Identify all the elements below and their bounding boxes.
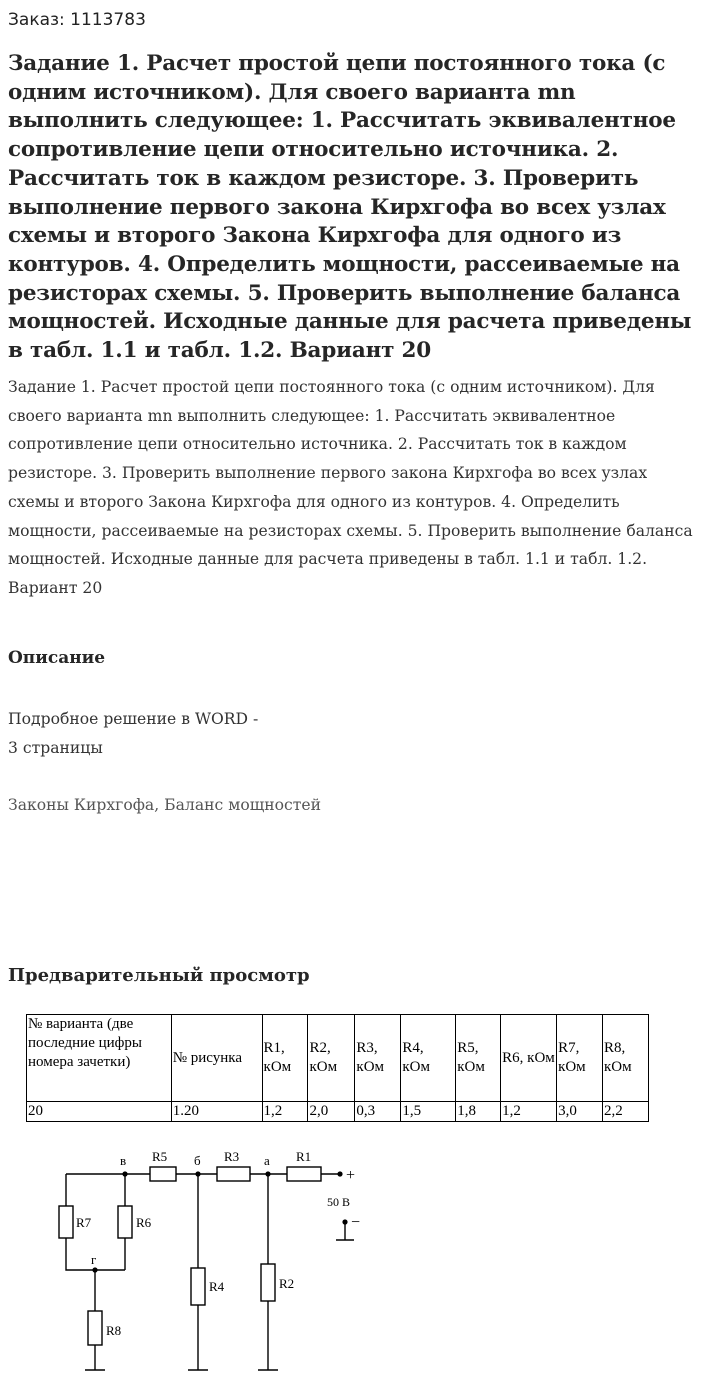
preview-heading: Предварительный просмотр	[8, 965, 310, 986]
circuit-diagram	[40, 1148, 380, 1384]
plus-terminal	[337, 1171, 342, 1176]
node-a-dot	[265, 1171, 270, 1176]
resistor-bodies	[59, 1167, 321, 1345]
table-row	[27, 1102, 649, 1122]
tag-separator: ,	[154, 796, 160, 814]
r2-label: R2	[279, 1276, 295, 1291]
page-title: Задание 1. Расчет простой цепи постоянного тока (с одним источником). Для своего варианта mn выполнить следующее: 1. Рассчитать эквивалентное сопротивление цепи относительно источника. 2. Рассчитать ток в каждом резисторе. 3. Проверить выполнение первого закона Кирхгофа во всех узлах схемы и второго Закона Кирхгофа для одного из контуров. 4. Определить мощности, рассеиваемые на резисторах схемы. 5. Проверить выполнение баланса мощностей. Исходные данные для расчета приведены в табл. 1.1 и табл. 1.2. Вариант 20	[8, 51, 692, 364]
resistor-r7	[59, 1206, 73, 1238]
r6-label: R6	[136, 1215, 152, 1230]
resistor-r1	[287, 1167, 321, 1181]
r5-label: R5	[152, 1149, 168, 1164]
task-description: Задание 1. Расчет простой цепи постоянного тока (с одним источником). Для своего варианта mn выполнить следующее: 1. Рассчитать эквивалентное сопротивление цепи относительно источника. 2. Рассчитать ток в каждом резисторе. 3. Проверить выполнение первого закона Кирхгофа во всех узлах схемы и второго Закона Кирхгофа для одного из контуров. 4. Определить мощности, рассеиваемые на резисторах схемы. 5. Проверить выполнение баланса мощностей. Исходные данные для расчета приведены в табл. 1.1 и табл. 1.2. Вариант 20	[8, 378, 693, 597]
order-number: Заказ: 1113783	[8, 10, 146, 30]
circuit-wires	[66, 1174, 354, 1370]
header-cell: № рисунка	[171, 1015, 262, 1102]
tag-power-balance[interactable]: Баланс мощностей	[164, 796, 321, 814]
header-cell: R5, кОм	[456, 1015, 501, 1102]
node-v-label: в	[120, 1153, 127, 1168]
table-cell: 1,2	[501, 1102, 557, 1122]
header-cell: R6, кОм	[501, 1015, 557, 1102]
header-cell: R3, кОм	[355, 1015, 401, 1102]
node-a-label: а	[264, 1153, 270, 1168]
table-header-row	[27, 1015, 649, 1102]
solution-format: Подробное решение в WORD -	[8, 710, 259, 728]
page-count: 3 страницы	[8, 739, 103, 757]
minus-terminal	[342, 1219, 347, 1224]
table-cell: 2,2	[603, 1102, 649, 1122]
node-b-label: б	[194, 1153, 201, 1168]
tag-list	[8, 796, 321, 814]
r4-label: R4	[209, 1279, 225, 1294]
header-cell: № варианта (две последние цифры номера зачетки)	[27, 1015, 172, 1102]
table-cell: 1,2	[262, 1102, 308, 1122]
table-cell: 1,8	[456, 1102, 501, 1122]
header-cell: R1, кОм	[262, 1015, 308, 1102]
header-cell: R8, кОм	[603, 1015, 649, 1102]
r8-label: R8	[106, 1323, 122, 1338]
node-g-label: г	[91, 1252, 97, 1267]
minus-sign: −	[351, 1214, 361, 1231]
table-cell: 20	[27, 1102, 172, 1122]
tag-kirchhoff-laws[interactable]: Законы Кирхгофа	[8, 796, 155, 814]
description-heading: Описание	[8, 648, 106, 668]
resistor-r5	[150, 1167, 176, 1181]
header-cell: R2, кОм	[308, 1015, 355, 1102]
variant-data-table	[26, 1014, 649, 1122]
r3-label: R3	[224, 1149, 240, 1164]
table-cell: 2,0	[308, 1102, 355, 1122]
r7-label: R7	[76, 1215, 92, 1230]
table-cell: 1,5	[401, 1102, 456, 1122]
resistor-r4	[191, 1268, 205, 1305]
r1-label: R1	[296, 1149, 312, 1164]
resistor-r8	[88, 1311, 102, 1345]
resistor-r2	[261, 1264, 275, 1301]
resistor-r3	[217, 1167, 250, 1181]
table-cell: 1.20	[171, 1102, 262, 1122]
table-cell: 0,3	[355, 1102, 401, 1122]
node-v-dot	[122, 1171, 127, 1176]
header-cell: R4, кОм	[401, 1015, 456, 1102]
plus-sign: +	[346, 1167, 356, 1184]
resistor-r6	[118, 1206, 132, 1238]
source-voltage-label: 50 В	[327, 1195, 351, 1209]
node-b-dot	[195, 1171, 200, 1176]
header-cell: R7, кОм	[557, 1015, 603, 1102]
table-cell: 3,0	[557, 1102, 603, 1122]
node-g-dot	[92, 1267, 97, 1272]
